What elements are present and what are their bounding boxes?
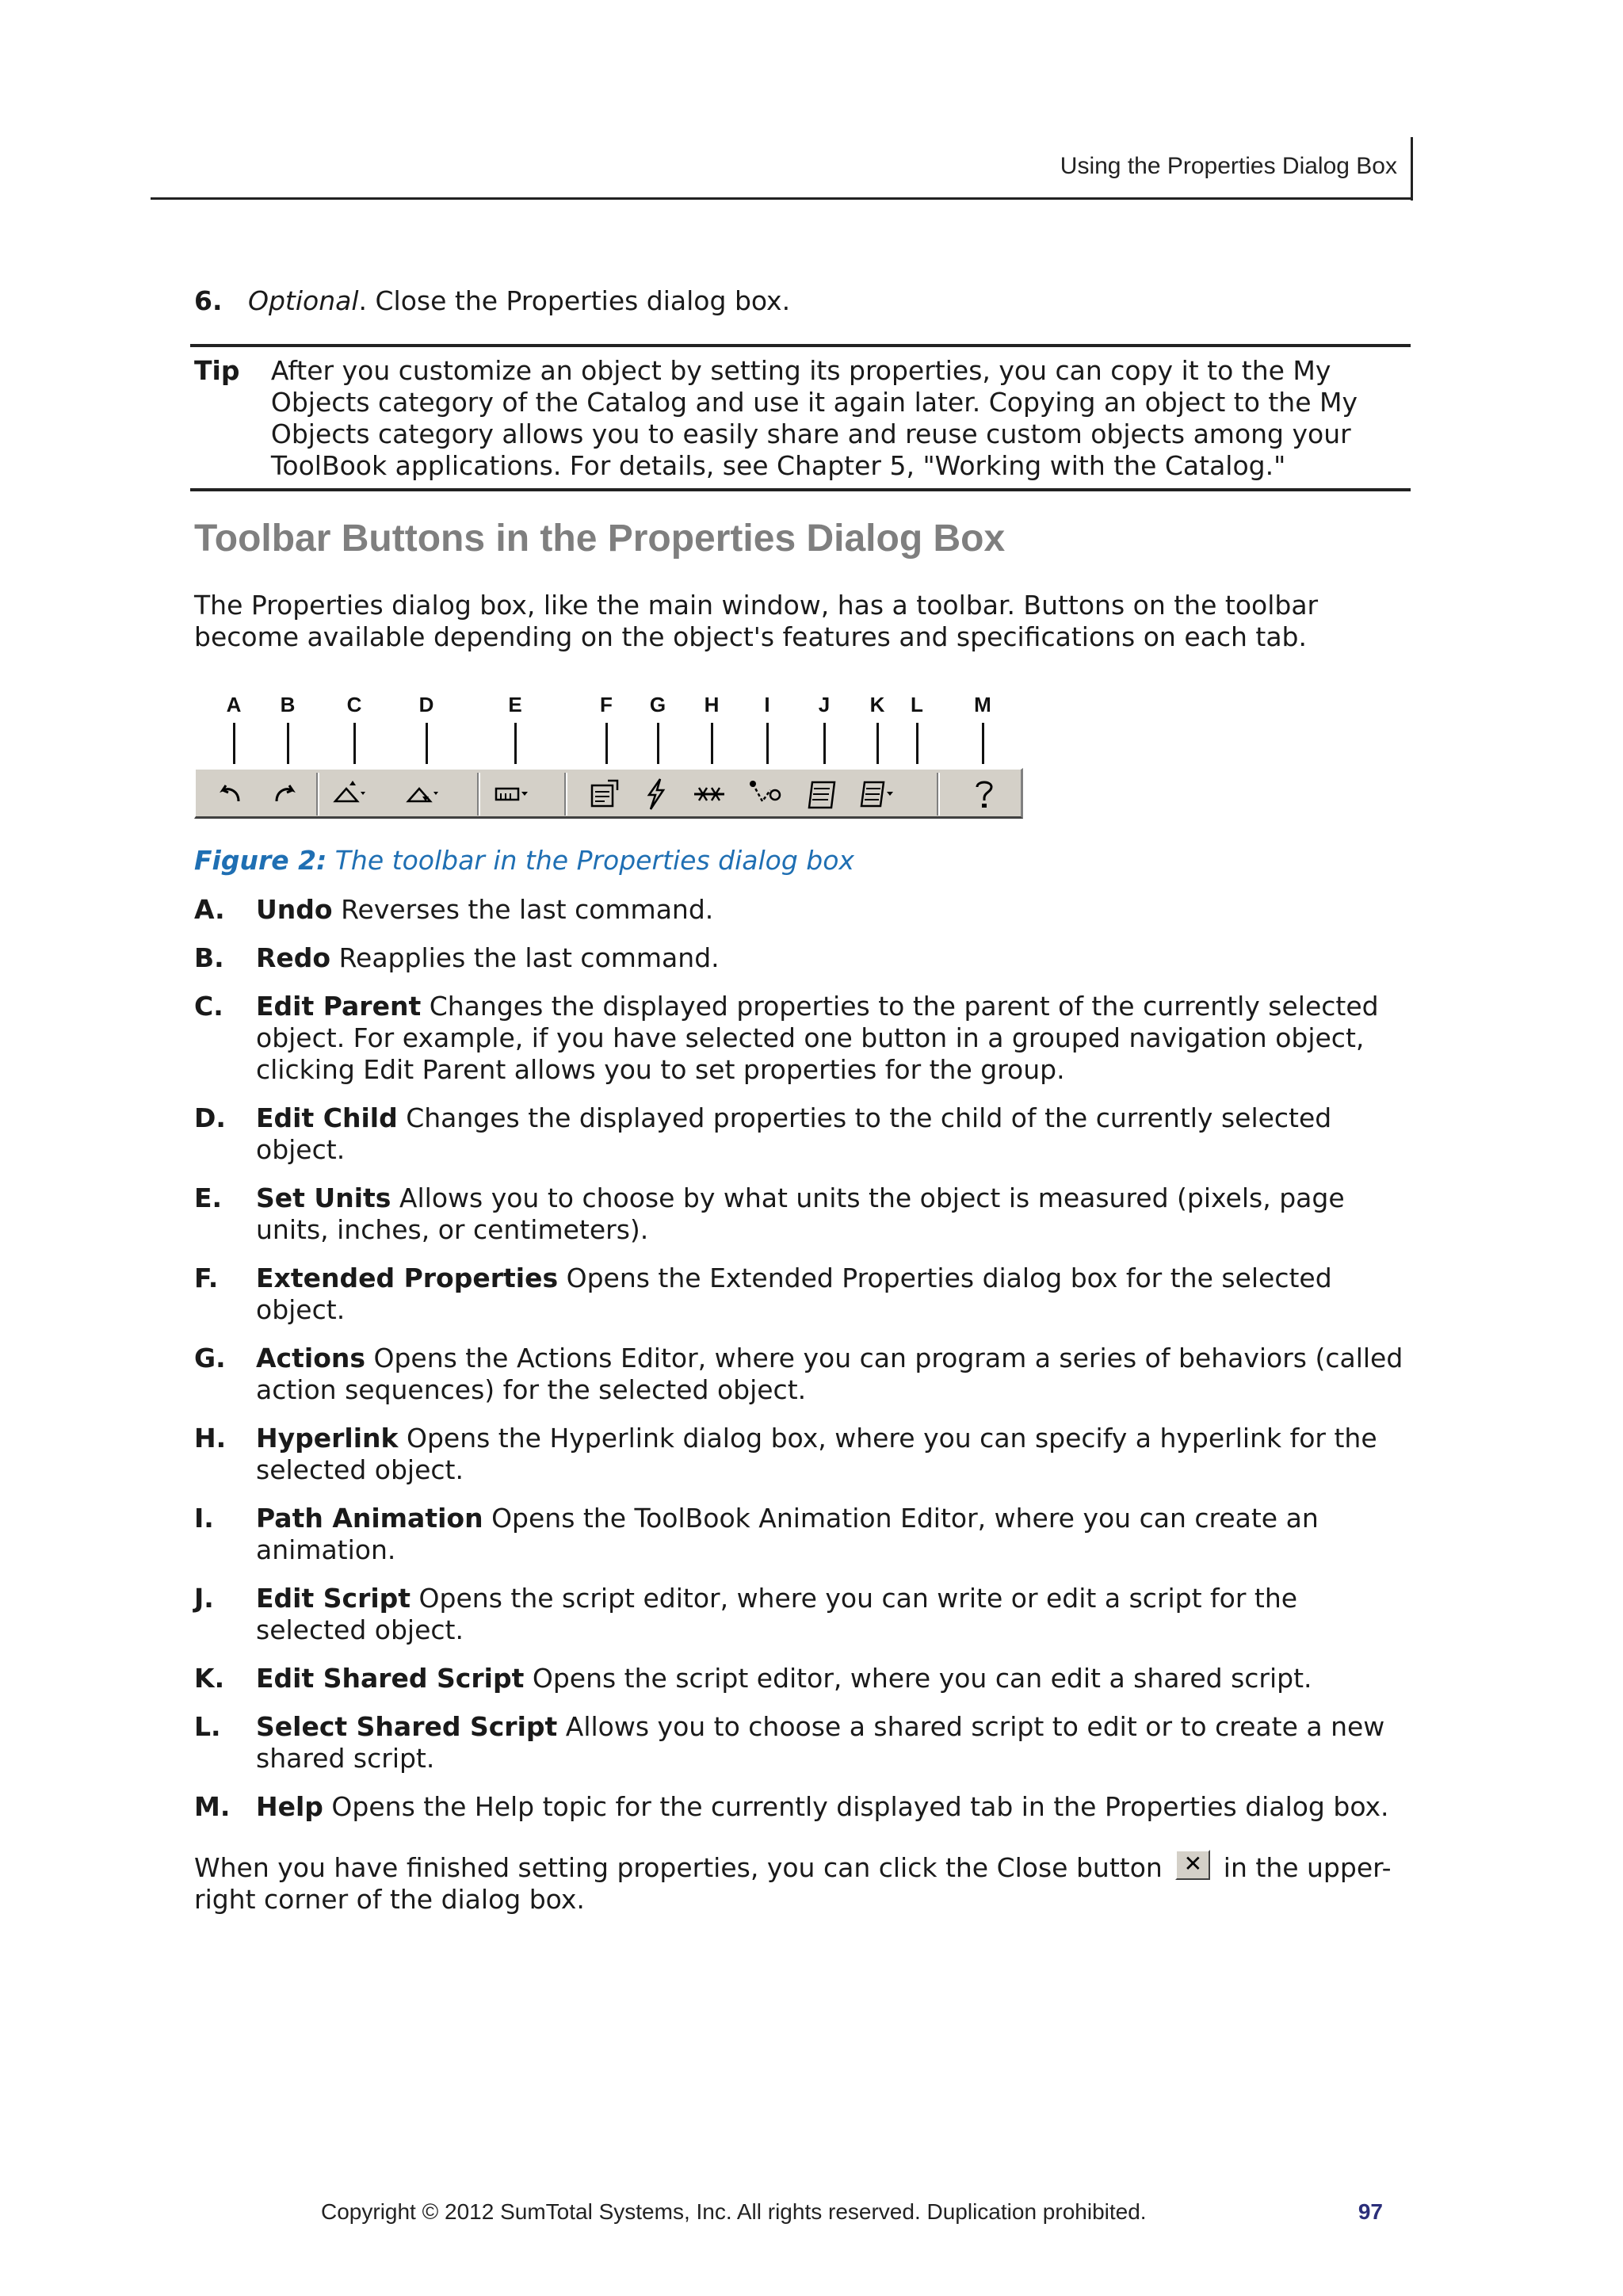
item-description: Opens the Extended Properties dialog box for the selected object. — [256, 1263, 1332, 1325]
item-text — [256, 1503, 1415, 1566]
callout-g: G — [649, 693, 666, 716]
list-item — [194, 1182, 1415, 1246]
item-letter: E. — [194, 1182, 223, 1213]
item-text — [256, 1343, 1415, 1406]
section-intro: The Properties dialog box, like the main window, has a toolbar. Buttons on the toolbar become available depending on the object's features and specifications on each tab. — [194, 590, 1319, 652]
callout-d: D — [418, 693, 434, 716]
item-description: Opens the Help topic for the currently displayed tab in the Properties dialog box. — [323, 1791, 1389, 1822]
hyperlink-icon[interactable] — [691, 776, 727, 812]
item-letter: D. — [194, 1102, 226, 1133]
item-letter: H. — [194, 1423, 227, 1454]
item-term: Edit Shared Script — [256, 1663, 525, 1694]
item-letter: I. — [194, 1503, 214, 1534]
item-description: Allows you to choose a shared script to edit or to create a new shared script. — [256, 1711, 1385, 1774]
item-letter: M. — [194, 1791, 231, 1822]
callout-m: M — [974, 693, 991, 716]
list-item — [194, 894, 1415, 926]
toolbar-separator — [477, 773, 480, 816]
callout-line-h — [711, 723, 713, 764]
closing-text-after: in the upper-right corner of the dialog box. — [194, 1852, 1392, 1915]
item-text — [256, 1663, 1415, 1694]
list-item — [194, 1791, 1415, 1823]
figure-callouts — [194, 693, 1026, 772]
callout-a: A — [226, 693, 242, 716]
step-optional-label: Optional — [248, 285, 359, 316]
callout-c: C — [346, 693, 362, 716]
item-letter: A. — [194, 894, 225, 925]
item-description: Opens the script editor, where you can edit a shared script. — [524, 1663, 1312, 1694]
toolbar-button-list — [194, 894, 1415, 1823]
callout-h: H — [704, 693, 720, 716]
callout-line-e — [514, 723, 517, 764]
item-text — [256, 991, 1415, 1086]
item-description: Opens the ToolBook Animation Editor, where you can create an animation. — [256, 1503, 1319, 1565]
main-content — [194, 285, 1415, 1916]
item-text — [256, 894, 1415, 926]
item-term: Actions — [256, 1343, 365, 1373]
item-description: Opens the Actions Editor, where you can program a series of behaviors (called action sequences) for the selected object. — [256, 1343, 1403, 1405]
undo-icon[interactable] — [212, 776, 248, 812]
list-item — [194, 1663, 1415, 1694]
list-item — [194, 1343, 1415, 1406]
figure-caption-text: The toolbar in the Properties dialog box — [327, 845, 854, 876]
actions-icon[interactable] — [638, 776, 674, 812]
item-term: Set Units — [256, 1182, 391, 1213]
running-header — [151, 137, 1413, 200]
edit-shared-script-icon[interactable] — [858, 776, 895, 812]
callout-line-a — [233, 723, 235, 764]
callout-line-j — [823, 723, 826, 764]
callout-l: L — [911, 693, 923, 716]
callout-k: K — [869, 693, 885, 716]
item-term: Edit Child — [256, 1102, 398, 1133]
callout-i: I — [764, 693, 770, 716]
item-text — [256, 1791, 1415, 1823]
section-heading: Toolbar Buttons in the Properties Dialog Box — [194, 518, 1006, 560]
item-letter: F. — [194, 1263, 219, 1293]
item-letter: B. — [194, 942, 224, 973]
item-description: Reapplies the last command. — [330, 942, 720, 973]
callout-line-d — [426, 723, 428, 764]
edit-child-icon[interactable] — [403, 776, 440, 812]
callout-line-i — [766, 723, 769, 764]
list-item — [194, 991, 1415, 1086]
list-item — [194, 1102, 1415, 1166]
redo-icon[interactable] — [267, 776, 304, 812]
help-icon[interactable] — [966, 776, 1002, 812]
list-item — [194, 1263, 1415, 1326]
item-term: Extended Properties — [256, 1263, 559, 1293]
callout-b: B — [280, 693, 296, 716]
callout-line-c — [353, 723, 356, 764]
toolbar-separator — [316, 773, 319, 816]
item-letter: G. — [194, 1343, 226, 1373]
item-text — [256, 1102, 1415, 1166]
item-letter: J. — [194, 1583, 214, 1614]
item-term: Path Animation — [256, 1503, 483, 1534]
closing-text-before: When you have finished setting properties, you can click the Close button — [194, 1852, 1171, 1883]
item-term: Hyperlink — [256, 1423, 399, 1454]
closing-paragraph — [194, 1850, 1415, 1916]
step-6 — [194, 285, 1415, 317]
tip-box — [190, 344, 1411, 491]
edit-script-icon[interactable] — [804, 776, 841, 812]
item-letter: C. — [194, 991, 223, 1022]
close-icon-glyph: ✕ — [1183, 1851, 1203, 1877]
path-animation-icon[interactable] — [747, 776, 783, 812]
figure-caption — [194, 845, 1415, 877]
close-icon — [1175, 1850, 1210, 1880]
figure-caption-label: Figure 2: — [194, 845, 327, 876]
item-description: Allows you to choose by what units the object is measured (pixels, page units, inches, or centimeters). — [256, 1182, 1345, 1245]
tip-text: After you customize an object by setting its properties, you can copy it to the My Objects category of the Catalog and use it again later. Copying an object to the My Objects category allows you to easily share and reuse custom objects among your ToolBook applications. For details, see Chapter 5, "Working with the Catalog." — [270, 355, 1358, 481]
list-item — [194, 1503, 1415, 1566]
callout-f: F — [600, 693, 613, 716]
item-term: Redo — [256, 942, 331, 973]
item-text — [256, 942, 1415, 974]
item-text — [256, 1182, 1415, 1246]
callout-line-g — [657, 723, 659, 764]
item-term: Select Shared Script — [256, 1711, 558, 1742]
callout-line-b — [287, 723, 289, 764]
item-term: Undo — [256, 894, 333, 925]
page-footer — [321, 2199, 1383, 2225]
item-description: Changes the displayed properties to the child of the currently selected object. — [256, 1102, 1332, 1165]
item-text — [256, 1263, 1415, 1326]
header-vertical-rule — [1411, 137, 1413, 201]
item-term: Help — [256, 1791, 323, 1822]
footer-copyright: Copyright © 2012 SumTotal Systems, Inc. All rights reserved. Duplication prohibited. — [321, 2199, 1147, 2224]
item-letter: L. — [194, 1711, 221, 1742]
toolbar-separator — [564, 773, 567, 816]
list-item — [194, 1583, 1415, 1646]
toolbar-separator — [937, 773, 940, 816]
extended-properties-icon[interactable] — [586, 776, 622, 812]
item-letter: K. — [194, 1663, 225, 1694]
step-instruction: . Close the Properties dialog box. — [358, 285, 791, 316]
callout-j: J — [818, 693, 831, 716]
item-term: Edit Parent — [256, 991, 422, 1022]
list-item — [194, 1711, 1415, 1775]
tip-label: Tip — [194, 355, 240, 386]
item-text — [256, 1583, 1415, 1646]
list-item — [194, 942, 1415, 974]
item-description: Reverses the last command. — [332, 894, 714, 925]
item-description: Opens the script editor, where you can write or edit a script for the selected object. — [256, 1583, 1298, 1645]
edit-parent-icon[interactable] — [330, 776, 367, 812]
item-description: Changes the displayed properties to the parent of the currently selected object. For example, if you have selected one button in a grouped navigation object, clicking Edit Parent allows you to set properties for the group. — [256, 991, 1379, 1085]
step-text — [248, 285, 790, 317]
properties-toolbar — [194, 768, 1023, 819]
item-description: Opens the Hyperlink dialog box, where you can specify a hyperlink for the selected object. — [256, 1423, 1377, 1485]
list-item — [194, 1423, 1415, 1486]
callout-line-m — [982, 723, 984, 764]
callout-line-l — [916, 723, 918, 764]
set-units-icon[interactable] — [493, 776, 529, 812]
toolbar-figure — [194, 693, 1026, 827]
callout-line-f — [605, 723, 608, 764]
callout-line-k — [876, 723, 879, 764]
running-header-title: Using the Properties Dialog Box — [1060, 153, 1397, 179]
step-number: 6. — [194, 285, 223, 316]
item-term: Edit Script — [256, 1583, 411, 1614]
callout-e: E — [508, 693, 522, 716]
item-text — [256, 1423, 1415, 1486]
item-text — [256, 1711, 1415, 1775]
page-number: 97 — [1358, 2199, 1383, 2224]
